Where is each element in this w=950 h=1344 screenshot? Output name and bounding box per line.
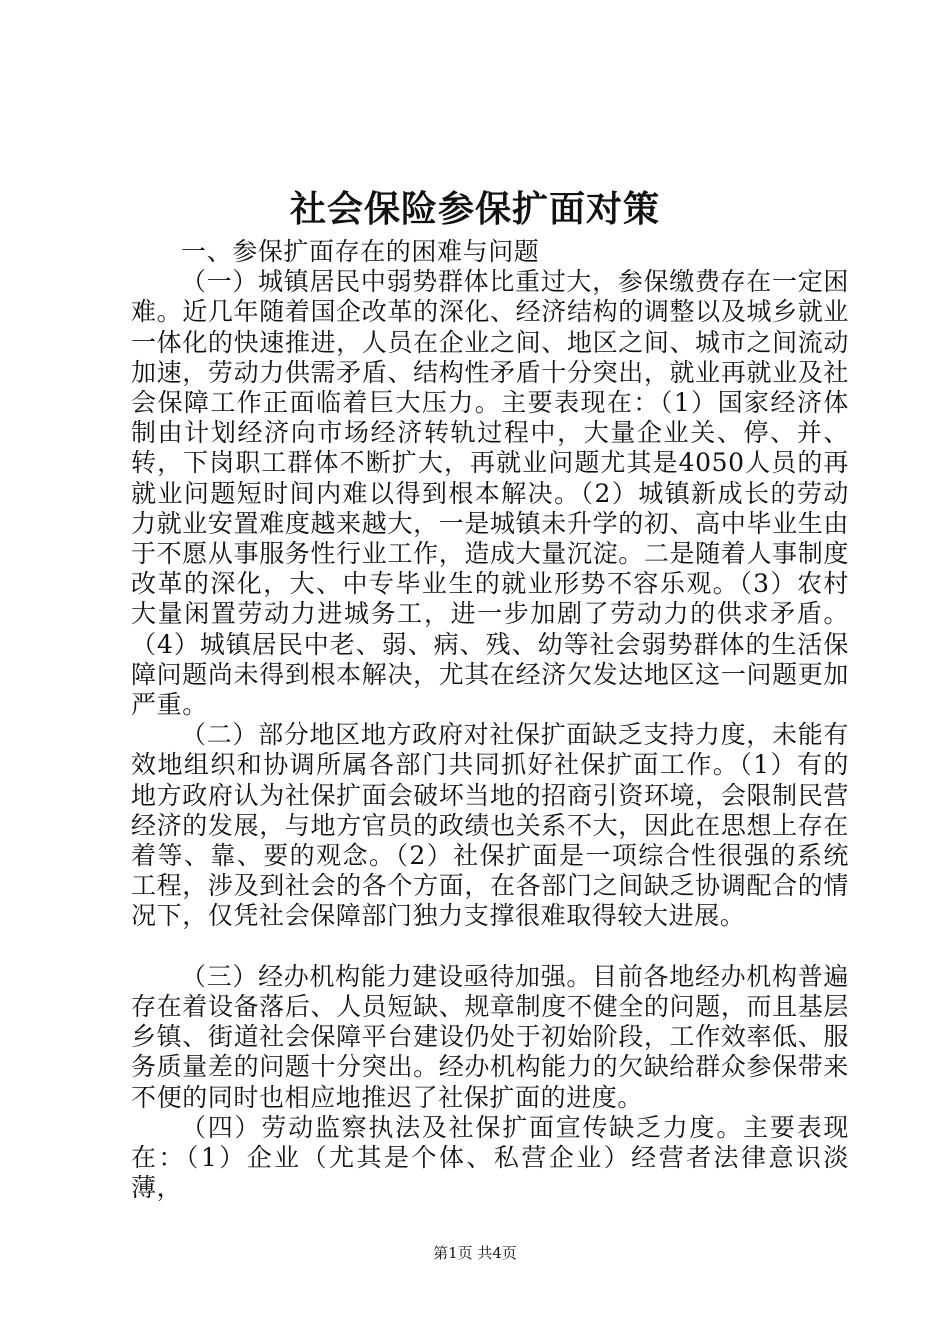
page-footer: 第1页 共4页: [433, 1244, 517, 1262]
section-heading: 一、参保扩面存在的困难与问题: [181, 237, 540, 266]
paragraph-1: （一）城镇居民中弱势群体比重过大，参保缴费存在一定困难。近几年随着国企改革的深化、经济结构的调整以及城乡就业一体化的快速推进，人员在企业之间、地区之间、城市之间流动加速，劳动力供需矛盾、结构性矛盾十分突出，就业再就业及社会保障工作正面临着巨大压力。主要表现在：（1）国家经济体制由计划经济向市场经济转轨过程中，大量企业关、停、并、转，下岗职工群体不断扩大，再就业问题尤其是4050人员的再就业问题短时间内难以得到根本解决。（2）城镇新成长的劳动力就业安置难度越来越大，一是城镇未升学的初、高中毕业生由于不愿从事服务性行业工作，造成大量沉淀。二是随着人事制度改革的深化，大、中专毕业生的就业形势不容乐观。（3）农村大量闲置劳动力进城务工，进一步加剧了劳动力的供求矛盾。（4）城镇居民中老、弱、病、残、幼等社会弱势群体的生活保障问题尚未得到根本解决，尤其在经济欠发达地区这一问题更加严重。: [131, 267, 849, 720]
paragraph-3: （三）经办机构能力建设亟待加强。目前各地经办机构普遍存在着设备落后、人员短缺、规章制度不健全的问题，而且基层乡镇、街道社会保障平台建设仍处于初始阶段，工作效率低、服务质量差的问题十分突出。经办机构能力的欠缺给群众参保带来不便的同时也相应地推迟了社保扩面的进度。: [131, 961, 849, 1112]
paragraph-2: （二）部分地区地方政府对社保扩面缺乏支持力度，未能有效地组织和协调所属各部门共同抓好社保扩面工作。（1）有的地方政府认为社保扩面会破坏当地的招商引资环境，会限制民营经济的发展，与地方官员的政绩也关系不大，因此在思想上存在着等、靠、要的观念。（2）社保扩面是一项综合性很强的系统工程，涉及到社会的各个方面，在各部门之间缺乏协调配合的情况下，仅凭社会保障部门独力支撑很难取得较大进展。: [131, 720, 849, 931]
document-title: 社会保险参保扩面对策: [289, 188, 660, 230]
paragraph-4: （四）劳动监察执法及社保扩面宣传缺乏力度。主要表现在：（1）企业（尤其是个体、私营企业）经营者法律意识淡薄，: [131, 1112, 849, 1203]
document-body: [131, 237, 849, 1203]
paragraph-spacer: [131, 932, 849, 962]
